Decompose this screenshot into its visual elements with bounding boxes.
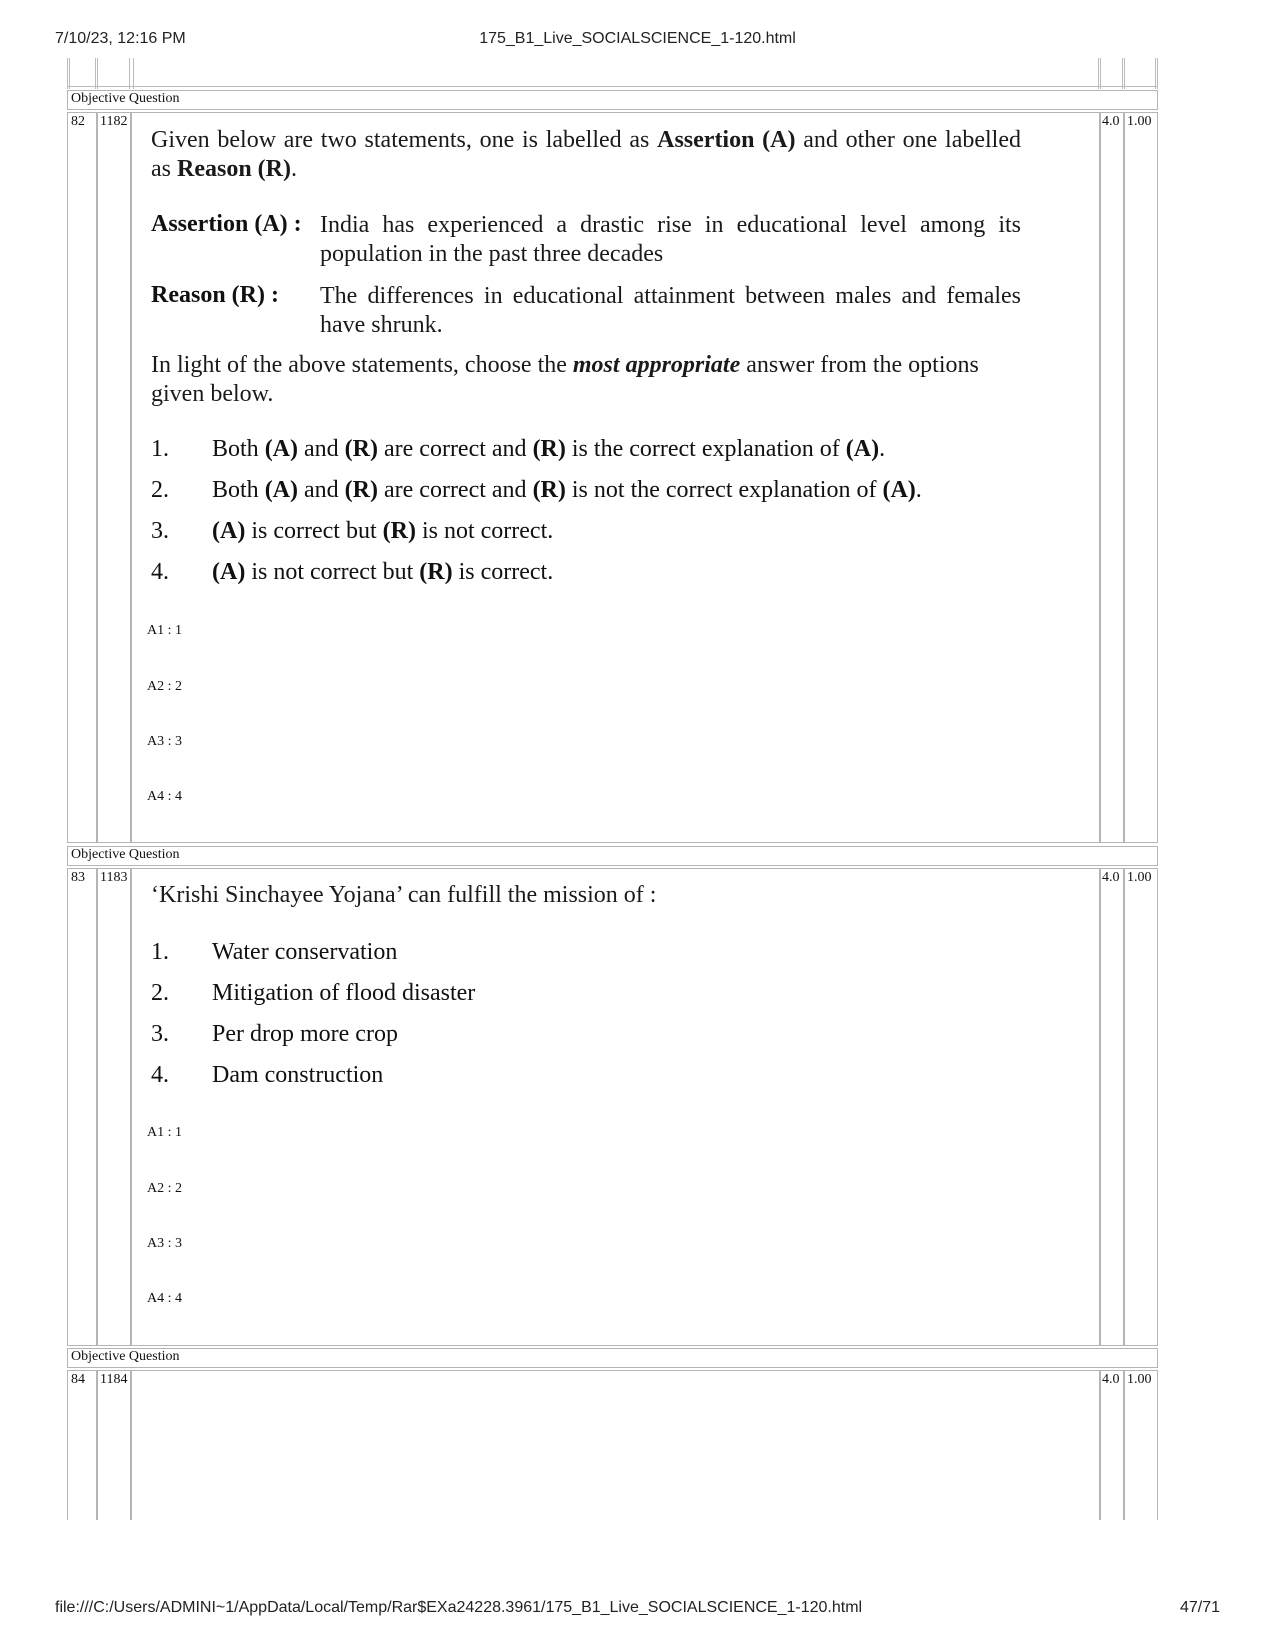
negative-marks: 1.00 <box>1127 1372 1152 1387</box>
answer-key: A2 : 2 <box>147 679 182 694</box>
option-text: Water conservation <box>212 939 398 965</box>
answer-key: A1 : 1 <box>147 1125 182 1140</box>
question-number-cell <box>67 868 97 1346</box>
option-text: Per drop more crop <box>212 1021 398 1047</box>
negative-marks: 1.00 <box>1127 114 1152 129</box>
marks-cell <box>1100 868 1124 1346</box>
assertion-text: India has experienced a drastic rise in educational level among its population in the past three decades <box>320 212 1021 267</box>
instruction-text: In light of the above statements, choose the most appropriate answer from the options given below. <box>151 352 979 407</box>
marks: 4.0 <box>1102 114 1120 129</box>
assertion-label: Assertion (A) : <box>151 211 302 237</box>
answer-key: A3 : 3 <box>147 734 182 749</box>
answer-key: A4 : 4 <box>147 1291 182 1306</box>
question-id: 1183 <box>100 870 128 885</box>
answer-key: A2 : 2 <box>147 1181 182 1196</box>
marks-cell <box>1100 1370 1124 1520</box>
question-type-label: Objective Question <box>71 91 180 106</box>
question-body-cell <box>131 1370 1100 1520</box>
negative-marks-cell <box>1124 868 1158 1346</box>
question-number-cell <box>67 1370 97 1520</box>
option-text: (A) is not correct but (R) is correct. <box>212 559 554 585</box>
option-number: 3. <box>151 518 169 544</box>
question-id-cell <box>97 868 131 1346</box>
question-intro: Given below are two statements, one is labelled as Assertion (A) and other one labelled as Reason (R). <box>151 127 1022 182</box>
question-id-cell <box>97 112 131 843</box>
option-number: 2. <box>151 477 169 503</box>
option-text: Mitigation of flood disaster <box>212 980 476 1006</box>
question-type-row <box>67 846 1158 866</box>
question-type-row <box>67 90 1158 110</box>
option-text: Dam construction <box>212 1062 384 1088</box>
question-number: 82 <box>71 114 85 129</box>
option-text: (A) is correct but (R) is not correct. <box>212 518 554 544</box>
option-number: 3. <box>151 1021 169 1047</box>
question-id: 1182 <box>100 114 128 129</box>
option-text: Both (A) and (R) are correct and (R) is not the correct explanation of (A). <box>212 477 922 503</box>
reason-label: Reason (R) : <box>151 282 279 308</box>
option-number: 4. <box>151 1062 169 1088</box>
question-type-label: Objective Question <box>71 1349 180 1364</box>
page-number: 47/71 <box>1179 1599 1220 1616</box>
option-number: 1. <box>151 939 169 965</box>
reason-text: The differences in educational attainment between males and females have shrunk. <box>320 283 1021 338</box>
answer-key: A1 : 1 <box>147 623 182 638</box>
option-number: 2. <box>151 980 169 1006</box>
marks-cell <box>1100 112 1124 843</box>
option-number: 1. <box>151 436 169 462</box>
print-date: 7/10/23, 12:16 PM <box>55 30 186 47</box>
negative-marks: 1.00 <box>1127 870 1152 885</box>
question-type-label: Objective Question <box>71 847 180 862</box>
negative-marks-cell <box>1124 112 1158 843</box>
question-number: 83 <box>71 870 85 885</box>
marks: 4.0 <box>1102 870 1120 885</box>
option-number: 4. <box>151 559 169 585</box>
question-id: 1184 <box>100 1372 128 1387</box>
file-path: file:///C:/Users/ADMINI~1/AppData/Local/Temp/Rar$EXa24228.3961/175_B1_Live_SOCIALSCIENCE_1-120.html <box>55 1599 863 1616</box>
answer-key: A4 : 4 <box>147 789 182 804</box>
question-text: ‘Krishi Sinchayee Yojana’ can fulfill the mission of : <box>151 882 657 908</box>
option-text: Both (A) and (R) are correct and (R) is the correct explanation of (A). <box>212 436 886 462</box>
answer-key: A3 : 3 <box>147 1236 182 1251</box>
question-id-cell <box>97 1370 131 1520</box>
document-title: 175_B1_Live_SOCIALSCIENCE_1-120.html <box>479 30 796 47</box>
marks: 4.0 <box>1102 1372 1120 1387</box>
question-type-row <box>67 1348 1158 1368</box>
question-number-cell <box>67 112 97 843</box>
question-number: 84 <box>71 1372 85 1387</box>
negative-marks-cell <box>1124 1370 1158 1520</box>
